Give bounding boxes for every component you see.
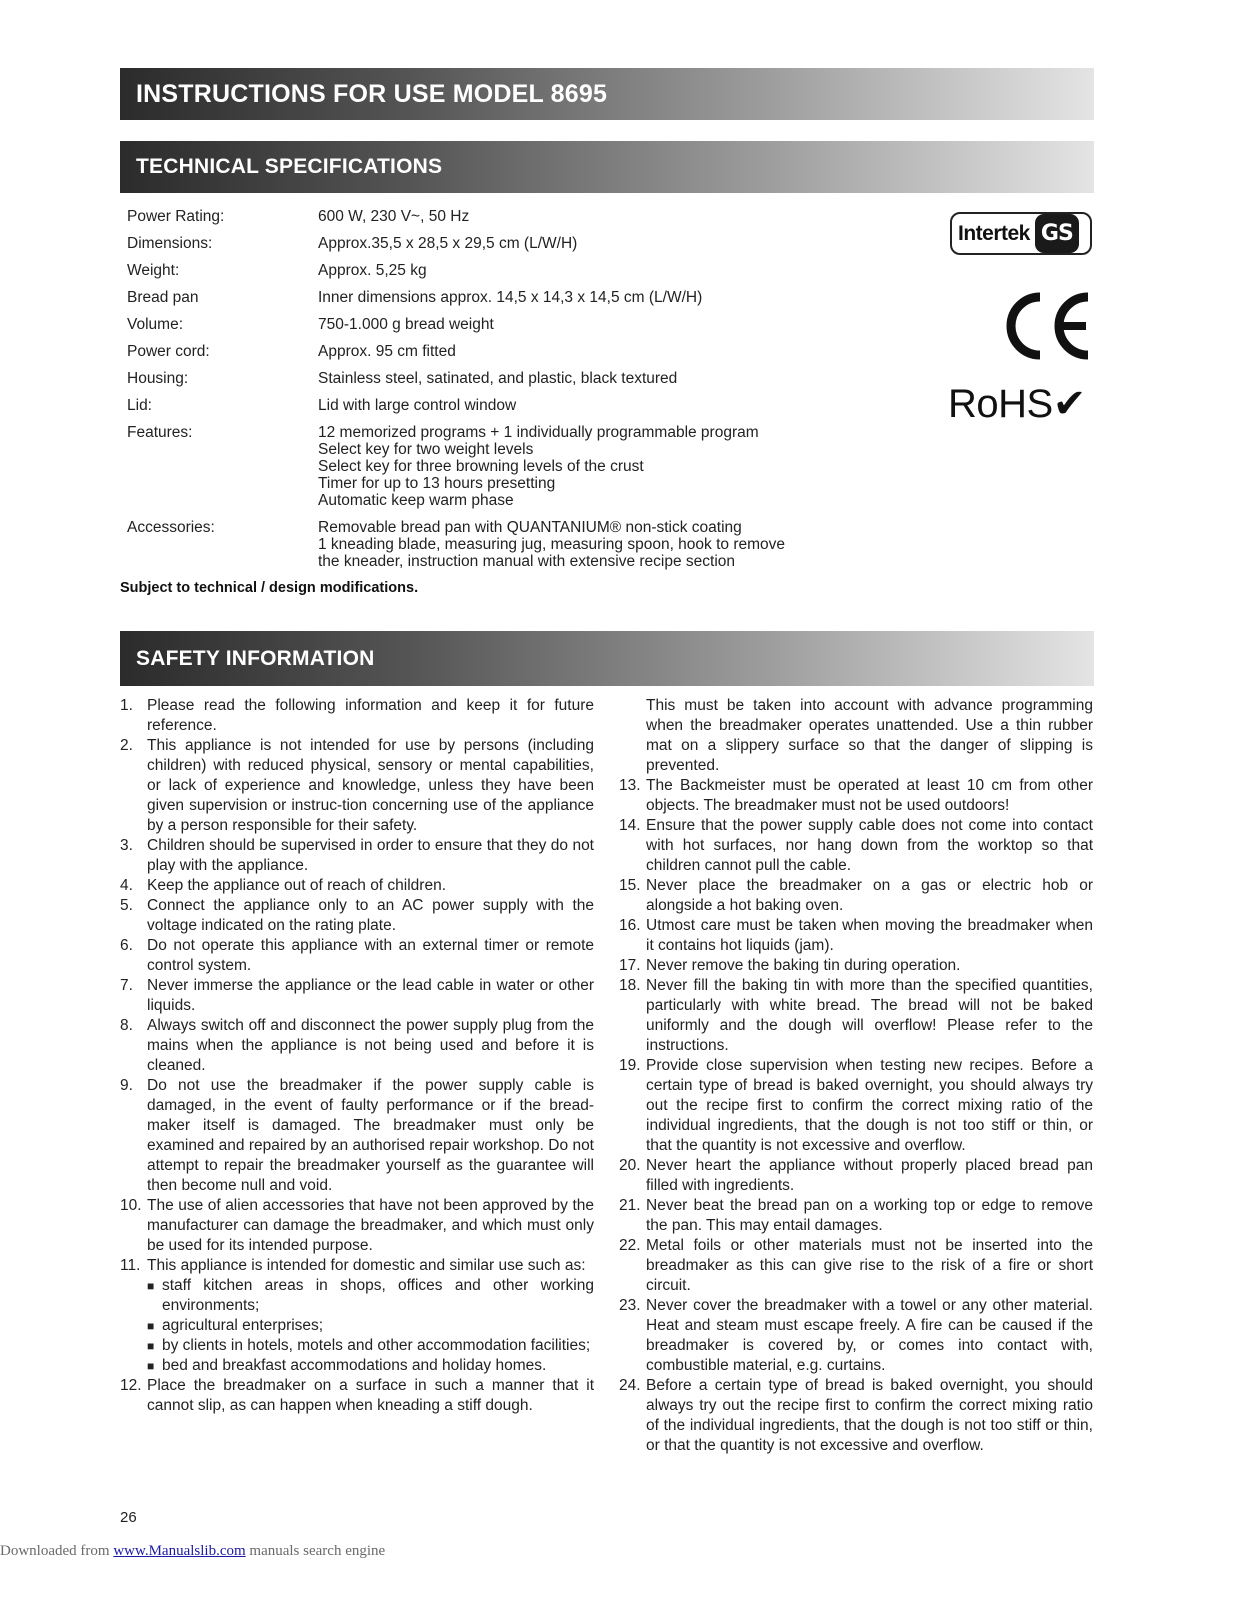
- safety-bullet-item: [120, 1336, 594, 1356]
- safety-item: [619, 816, 1093, 876]
- spec-row: [127, 370, 847, 387]
- spec-label: Features:: [127, 424, 193, 441]
- safety-item-number: 18.: [619, 977, 641, 994]
- safety-item: [120, 1076, 594, 1196]
- safety-item-number: 24.: [619, 1377, 641, 1394]
- spec-value: [318, 343, 847, 360]
- safety-item-text: Before a certain type of bread is baked overnight, you should always try out the recipe first to confirm the correct mixing ratio of the individual ingredients, that the dough is not too stiff or thin, or that the quantity is not excessive and overflow.: [646, 1377, 1093, 1454]
- document-title: INSTRUCTIONS FOR USE MODEL 8695: [136, 79, 608, 108]
- spec-row: [127, 208, 847, 225]
- spec-value-line: Timer for up to 13 hours presetting: [318, 475, 556, 492]
- safety-item: [120, 936, 594, 976]
- safety-item-text: Ensure that the power supply cable does not come into contact with hot surfaces, nor hang down from the worktop so that children cannot pull the cable.: [646, 817, 1093, 874]
- bullet-square-icon: ■: [147, 1319, 155, 1333]
- footer-link[interactable]: www.Manualslib.com: [113, 1543, 246, 1559]
- spec-value-line: the kneader, instruction manual with extensive recipe section: [318, 553, 736, 570]
- spec-label: Weight:: [127, 262, 180, 279]
- safety-item-continuation: This must be taken into account with advance programming when the breadmaker operates unattended. Use a thin rubber mat on a slippery surface so that the danger of slipping is prevented.: [646, 697, 1093, 774]
- safety-item-number: 7.: [120, 977, 133, 994]
- spec-table: [127, 208, 847, 580]
- footer-prefix: Downloaded from: [0, 1543, 114, 1559]
- safety-item-text: Never heart the appliance without properly placed bread pan filled with ingredients.: [646, 1157, 1093, 1194]
- safety-item-text: Children should be supervised in order to ensure that they do not play with the appliance.: [147, 837, 594, 874]
- safety-item: [619, 956, 1093, 976]
- spec-value: [318, 519, 847, 570]
- intertek-wordmark: Intertek: [958, 221, 1030, 245]
- safety-item-number: 23.: [619, 1297, 641, 1314]
- safety-item-text: Keep the appliance out of reach of children.: [147, 877, 447, 894]
- safety-item-number: 11.: [120, 1257, 141, 1274]
- safety-item: [619, 876, 1093, 916]
- safety-item-number: 21.: [619, 1197, 641, 1214]
- safety-item-number: 17.: [619, 957, 641, 974]
- safety-item-text: This appliance is intended for domestic and similar use such as:: [147, 1257, 586, 1274]
- spec-label: Volume:: [127, 316, 184, 333]
- spec-value-line: Stainless steel, satinated, and plastic, black textured: [318, 370, 678, 387]
- safety-bullet-item: [120, 1356, 594, 1376]
- safety-item-text: Never beat the bread pan on a working top or edge to remove the pan. This may entail damages.: [646, 1197, 1093, 1234]
- safety-item: [120, 736, 594, 836]
- safety-item-text: The Backmeister must be operated at least 10 cm from other objects. The breadmaker must not be used outdoors!: [646, 777, 1093, 814]
- safety-item-text: Connect the appliance only to an AC power supply with the voltage indicated on the rating plate.: [147, 897, 594, 934]
- safety-item-text: Provide close supervision when testing new recipes. Before a certain type of bread is baked overnight, you should always try out the recipe first to confirm the correct mixing ratio of the individual ingredients, that the dough is not too stiff or thin, or that the quantity is not excessive and overflow.: [646, 1057, 1093, 1154]
- safety-item: [619, 1196, 1093, 1236]
- safety-item-number: 22.: [619, 1237, 641, 1254]
- spec-row: [127, 235, 847, 252]
- intertek-gs-logo: [950, 212, 1092, 255]
- safety-item: [619, 976, 1093, 1056]
- spec-value-line: Automatic keep warm phase: [318, 492, 514, 509]
- safety-item: [619, 1156, 1093, 1196]
- safety-item-text: Never fill the baking tin with more than the specified quantities, particularly with white bread. The bread will not be baked uniformly and the dough will overflow! Please refer to the instructions.: [646, 977, 1093, 1054]
- safety-item-number: 13.: [619, 777, 641, 794]
- footer-suffix: manuals search engine: [245, 1543, 386, 1559]
- spec-value-line: 12 memorized programs + 1 individually programmable program: [318, 424, 759, 441]
- spec-value-line: Lid with large control window: [318, 397, 517, 414]
- safety-item: [120, 696, 594, 736]
- safety-item-text: The use of alien accessories that have not been approved by the manufacturer can damage the breadmaker, and which must only be used for its intended purpose.: [147, 1197, 594, 1254]
- safety-item-number: 10.: [120, 1197, 142, 1214]
- spec-value-line: Approx. 5,25 kg: [318, 262, 427, 279]
- safety-item-text: Always switch off and disconnect the power supply plug from the mains when the appliance is not being used and before it is cleaned.: [147, 1017, 594, 1074]
- safety-item-number: 3.: [120, 837, 133, 854]
- safety-item: [619, 1236, 1093, 1296]
- document-title-banner: [120, 68, 1094, 120]
- safety-bullet-item: [120, 1276, 594, 1316]
- section-header-safety: [120, 631, 1094, 686]
- spec-value-line: 1 kneading blade, measuring jug, measuring spoon, hook to remove: [318, 536, 786, 553]
- safety-item-number: 6.: [120, 937, 133, 954]
- spec-value: [318, 208, 847, 225]
- spec-label: Accessories:: [127, 519, 215, 536]
- page-number: 26: [120, 1509, 137, 1526]
- spec-value-line: Select key for three browning levels of the crust: [318, 458, 644, 475]
- safety-bullet-text: staff kitchen areas in shops, offices and other working environments;: [162, 1277, 594, 1314]
- safety-item-text: Never remove the baking tin during operation.: [646, 957, 961, 974]
- spec-value: [318, 316, 847, 333]
- safety-item-text: Never cover the breadmaker with a towel or any other material. Heat and steam must escape freely. A fire can be caused if the breadmaker is covered by, or comes into contact with, combustible material, e.g. curtains.: [646, 1297, 1093, 1374]
- spec-value: [318, 235, 847, 252]
- safety-item-text: Place the breadmaker on a surface in such a manner that it cannot slip, as can happen when kneading a stiff dough.: [147, 1377, 594, 1414]
- safety-item-text: Never place the breadmaker on a gas or electric hob or alongside a hot baking oven.: [646, 877, 1093, 914]
- rohs-logo: RoHS✔: [948, 382, 1086, 426]
- safety-item-number: 1.: [120, 697, 133, 714]
- certification-logos: [940, 205, 1100, 435]
- section-title-specs: TECHNICAL SPECIFICATIONS: [136, 155, 443, 178]
- spec-label: Power Rating:: [127, 208, 225, 225]
- safety-item: [120, 896, 594, 936]
- spec-value-line: Removable bread pan with QUANTANIUM® non-stick coating: [318, 519, 742, 536]
- safety-item-text: Metal foils or other materials must not be inserted into the breadmaker as this can give rise to the risk of a fire or short circuit.: [646, 1237, 1093, 1294]
- safety-item-number: 5.: [120, 897, 133, 914]
- safety-item: [120, 1016, 594, 1076]
- spec-value: [318, 262, 847, 279]
- safety-item: [120, 1376, 594, 1416]
- safety-item: [619, 916, 1093, 956]
- safety-column-left: [120, 696, 594, 1416]
- spec-value-line: Inner dimensions approx. 14,5 x 14,3 x 14,5 cm (L/W/H): [318, 289, 703, 306]
- spec-value: [318, 397, 847, 414]
- safety-item-text: Never immerse the appliance or the lead cable in water or other liquids.: [147, 977, 594, 1014]
- subject-note: Subject to technical / design modifications.: [120, 580, 419, 596]
- safety-bullet-text: bed and breakfast accommodations and holiday homes.: [162, 1357, 547, 1374]
- spec-row: [127, 262, 847, 279]
- safety-item-number: 12.: [120, 1377, 142, 1394]
- safety-item-number: 2.: [120, 737, 133, 754]
- safety-item: [619, 1056, 1093, 1156]
- safety-item-text: Do not operate this appliance with an external timer or remote control system.: [147, 937, 594, 974]
- bullet-square-icon: ■: [147, 1359, 155, 1373]
- spec-value: [318, 370, 847, 387]
- safety-item: [120, 1196, 594, 1256]
- spec-label: Bread pan: [127, 289, 199, 306]
- spec-label: Dimensions:: [127, 235, 213, 252]
- spec-value-line: Approx.35,5 x 28,5 x 29,5 cm (L/W/H): [318, 235, 578, 252]
- safety-bullet-text: agricultural enterprises;: [162, 1317, 324, 1334]
- spec-value: [318, 289, 847, 306]
- safety-item-number: 19.: [619, 1057, 641, 1074]
- safety-item-text: Do not use the breadmaker if the power supply cable is damaged, in the event of faulty performance or if the bread-maker itself is damaged. The breadmaker must only be examined and repaired by an authorised repair workshop. Do not attempt to repair the breadmaker yourself as the guarantee will then become null and void.: [147, 1077, 594, 1194]
- safety-item-number: 20.: [619, 1157, 641, 1174]
- safety-item-text: This appliance is not intended for use by persons (including children) with reduced physical, sensory or mental capabilities, or lack of experience and knowledge, unless they have been given supervision or instruc-tion concerning use of the appliance by a person responsible for their safety.: [147, 737, 594, 834]
- spec-value-line: Approx. 95 cm fitted: [318, 343, 456, 360]
- spec-row: [127, 397, 847, 414]
- safety-item: [619, 1376, 1093, 1456]
- ce-mark-icon: [1002, 291, 1094, 361]
- spec-row: [127, 424, 847, 509]
- download-footer: [0, 1543, 385, 1560]
- safety-item: [120, 876, 594, 896]
- safety-item-number: 8.: [120, 1017, 133, 1034]
- spec-value-line: Select key for two weight levels: [318, 441, 534, 458]
- safety-item: [619, 1296, 1093, 1376]
- spec-row: [127, 343, 847, 360]
- safety-item: [120, 976, 594, 1016]
- spec-value-line: 600 W, 230 V~, 50 Hz: [318, 208, 470, 225]
- spec-value-line: 750-1.000 g bread weight: [318, 316, 494, 333]
- section-title-safety: SAFETY INFORMATION: [136, 646, 375, 670]
- safety-bullet-text: by clients in hotels, motels and other accommodation facilities;: [162, 1337, 591, 1354]
- spec-row: [127, 519, 847, 570]
- safety-item-number: 4.: [120, 877, 133, 894]
- safety-item-number: 9.: [120, 1077, 133, 1094]
- spec-label: Power cord:: [127, 343, 210, 360]
- safety-item: [619, 776, 1093, 816]
- gs-mark-icon: GS: [1035, 214, 1079, 253]
- safety-column-right: [619, 696, 1093, 1456]
- safety-item-text: Utmost care must be taken when moving the breadmaker when it contains hot liquids (jam).: [646, 917, 1093, 954]
- bullet-square-icon: ■: [147, 1339, 155, 1353]
- section-header-specs: [120, 141, 1094, 193]
- spec-label: Housing:: [127, 370, 189, 387]
- safety-item-text: Please read the following information and keep it for future reference.: [147, 697, 594, 734]
- safety-item: [120, 836, 594, 876]
- spec-value: [318, 424, 847, 509]
- spec-label: Lid:: [127, 397, 152, 414]
- safety-item-number: 14.: [619, 817, 641, 834]
- spec-row: [127, 289, 847, 306]
- bullet-square-icon: ■: [147, 1279, 155, 1293]
- safety-item-number: 15.: [619, 877, 641, 894]
- safety-item: [120, 1256, 594, 1276]
- safety-item-number: 16.: [619, 917, 641, 934]
- spec-row: [127, 316, 847, 333]
- safety-bullet-item: [120, 1316, 594, 1336]
